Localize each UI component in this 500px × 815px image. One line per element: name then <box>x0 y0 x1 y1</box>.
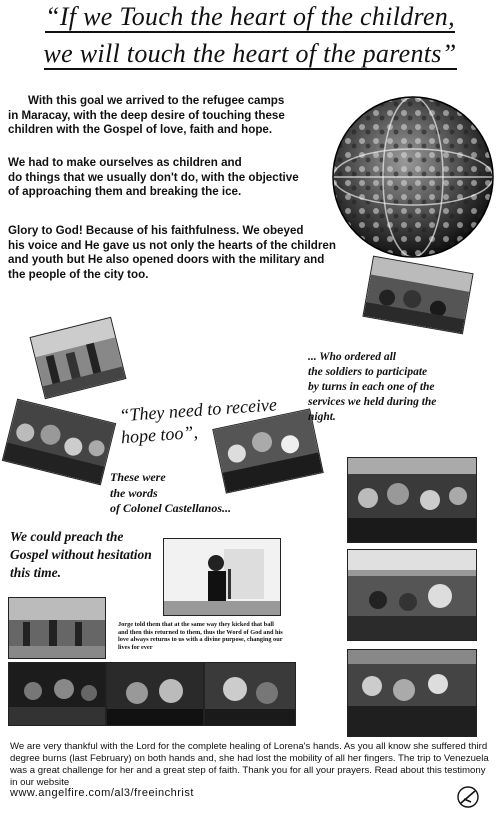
photo-congregation-tilted <box>362 256 473 335</box>
footer-testimony-text: We are very thankful with the Lord for the complete healing of Lorena's hands. As you all know she suffered third degree burns (last February) on both hands and, she had lost the mobility of all her fingers. The trip to Venezuela was a great challenge for her and a great step of faith. Thank you for all your prayers. Read about this testimony in our website <box>10 741 489 788</box>
intro-paragraph-1: With this goal we arrived to the refugee camps in Maracay, with the deep desire of touching these children with the Gospel of love, faith and hope. <box>8 94 285 137</box>
headline-line-2: we will touch the heart of the parents” <box>43 39 457 68</box>
signature-mark-icon <box>455 784 481 810</box>
photo-prayer-close-up <box>204 662 296 726</box>
photo-caption-jorge: Jorge told them that at the same way they kicked that ball and then this returned to them, thus the Word of God and his love always returns to us with a divine purpose, changing our lives for ever <box>118 621 283 651</box>
photo-children-outdoors <box>30 317 127 399</box>
photo-children-praying <box>106 662 204 726</box>
photo-crowd-left <box>2 399 116 486</box>
photo-night-gathering <box>8 662 106 726</box>
photo-speaker-microphone <box>163 538 281 616</box>
quote-preach-gospel: We could preach the Gospel without hesitation this time. <box>10 529 152 580</box>
quote-colonel-words: These were the words of Colonel Castellanos... <box>110 470 232 515</box>
footer-website-link[interactable]: www.angelfire.com/al3/freeinchrist <box>10 787 194 799</box>
quote-who-ordered: ... Who ordered all the soldiers to participate by turns in each one of the services we held during the night. <box>308 351 437 423</box>
photo-youth-group-3 <box>347 649 477 737</box>
photo-soccer-field <box>8 597 106 659</box>
quote-need-receive-hope: “They need to receive hope too”, <box>118 394 278 448</box>
headline-line-1: “If we Touch the heart of the children, <box>45 2 455 31</box>
photo-youth-group-1 <box>347 457 477 543</box>
globe-photo-collage <box>330 94 496 260</box>
intro-paragraph-3: Glory to God! Because of his faithfulness. We obeyed his voice and He gave us not only the hearts of the children and youth but He also opened doors with the military and the people of the city too. <box>8 224 336 281</box>
photo-youth-group-2 <box>347 549 477 641</box>
intro-paragraph-2: We had to make ourselves as children and do things that we usually don't do, with the objective of approaching them and breaking the ice. <box>8 156 299 199</box>
